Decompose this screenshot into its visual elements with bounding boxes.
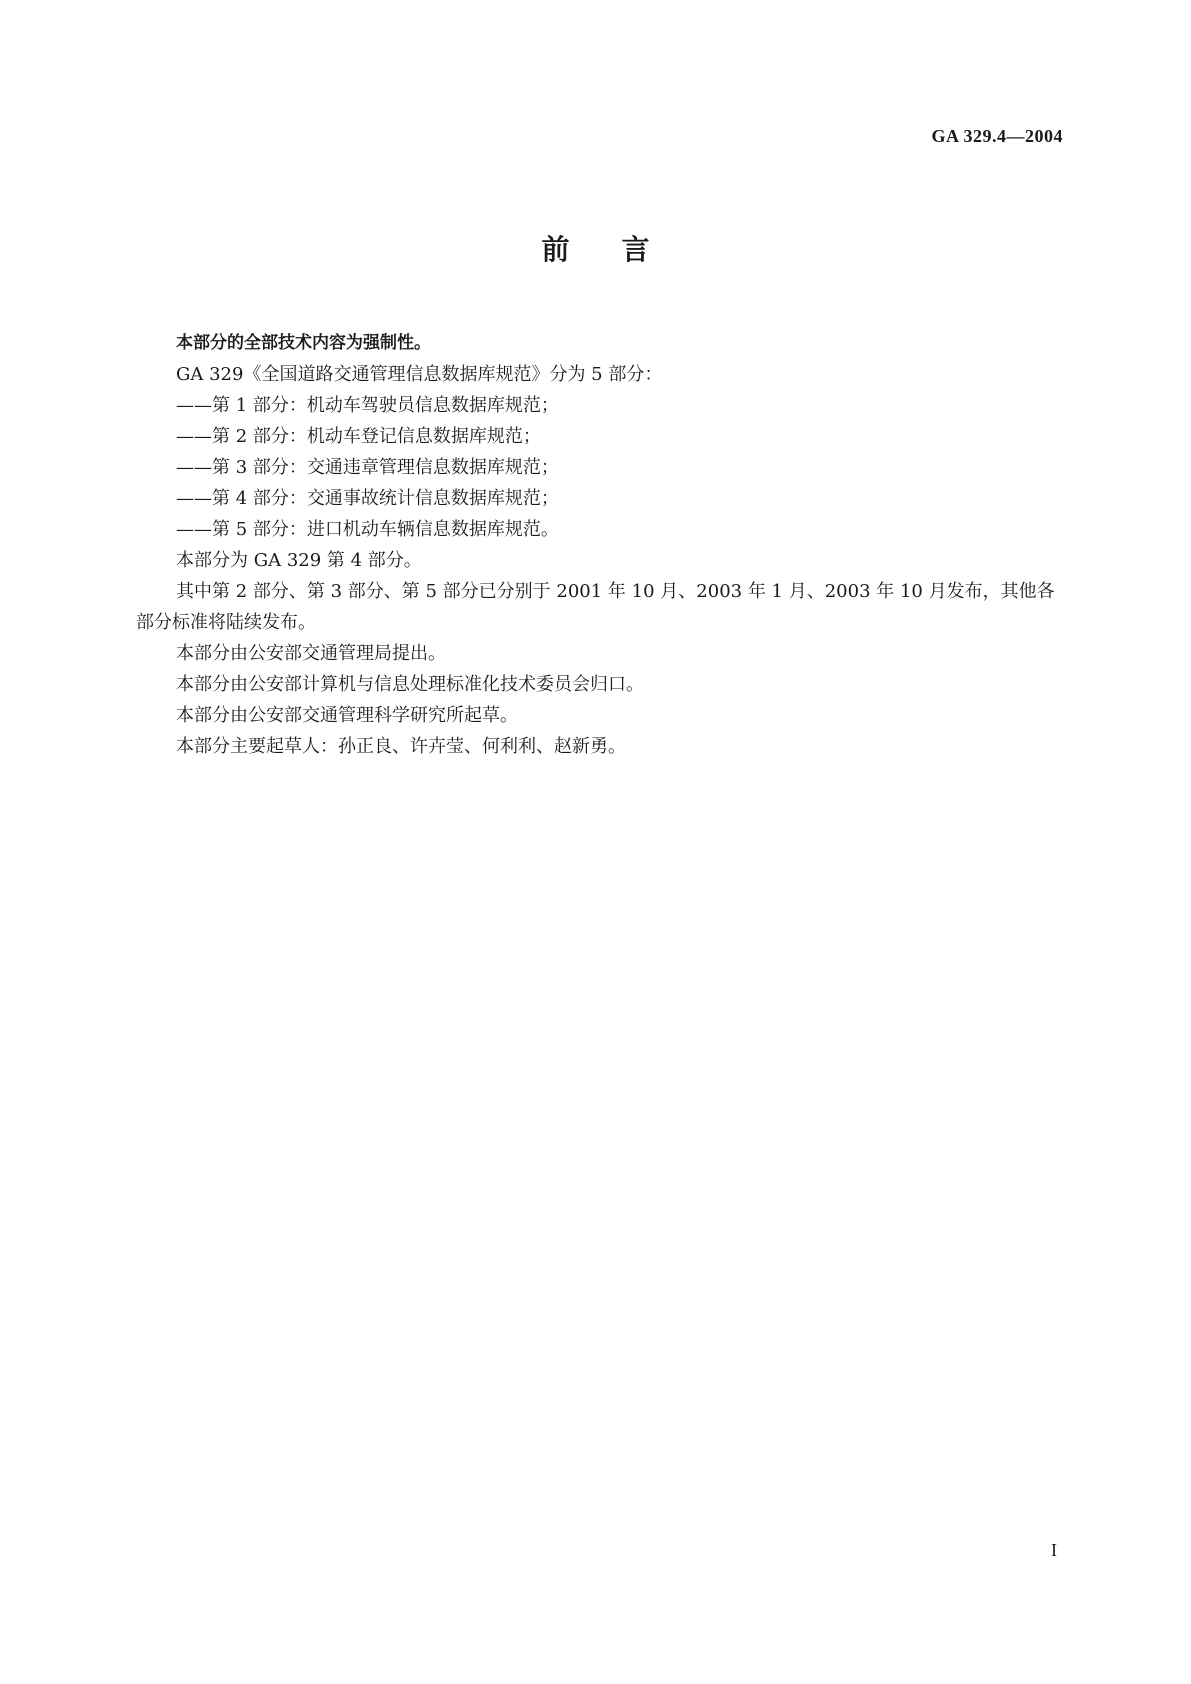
foreword-body [136, 328, 1063, 762]
paragraph-committee: 本部分由公安部计算机与信息处理标准化技术委员会归口。 [176, 674, 644, 695]
document-code: GA 329.4—2004 [931, 126, 1063, 146]
paragraph-proposer: 本部分由公安部交通管理局提出。 [176, 643, 446, 664]
paragraph-parts-overview: GA 329《全国道路交通管理信息数据库规范》分为 5 部分： [176, 364, 663, 385]
list-item-part-1: ——第 1 部分：机动车驾驶员信息数据库规范； [176, 395, 559, 416]
paragraph-this-part: 本部分为 GA 329 第 4 部分。 [176, 550, 422, 571]
paragraph-drafters: 本部分主要起草人：孙正良、许卉莹、何利利、赵新勇。 [176, 736, 626, 757]
list-item-part-2: ——第 2 部分：机动车登记信息数据库规范； [176, 426, 541, 447]
paragraph-publication-dates: 其中第 2 部分、第 3 部分、第 5 部分已分别于 2001 年 10 月、2003 年 1 月、2003 年 10 月发布，其他各部分标准将陆续发布。 [136, 581, 1055, 633]
list-item-part-5: ——第 5 部分：进口机动车辆信息数据库规范。 [176, 519, 559, 540]
page-title: 前言 [541, 233, 702, 266]
page-number: I [1051, 1540, 1057, 1560]
paragraph-drafter-org: 本部分由公安部交通管理科学研究所起草。 [176, 705, 518, 726]
list-item-part-4: ——第 4 部分：交通事故统计信息数据库规范； [176, 488, 559, 509]
mandatory-statement: 本部分的全部技术内容为强制性。 [176, 333, 431, 353]
list-item-part-3: ——第 3 部分：交通违章管理信息数据库规范； [176, 457, 559, 478]
